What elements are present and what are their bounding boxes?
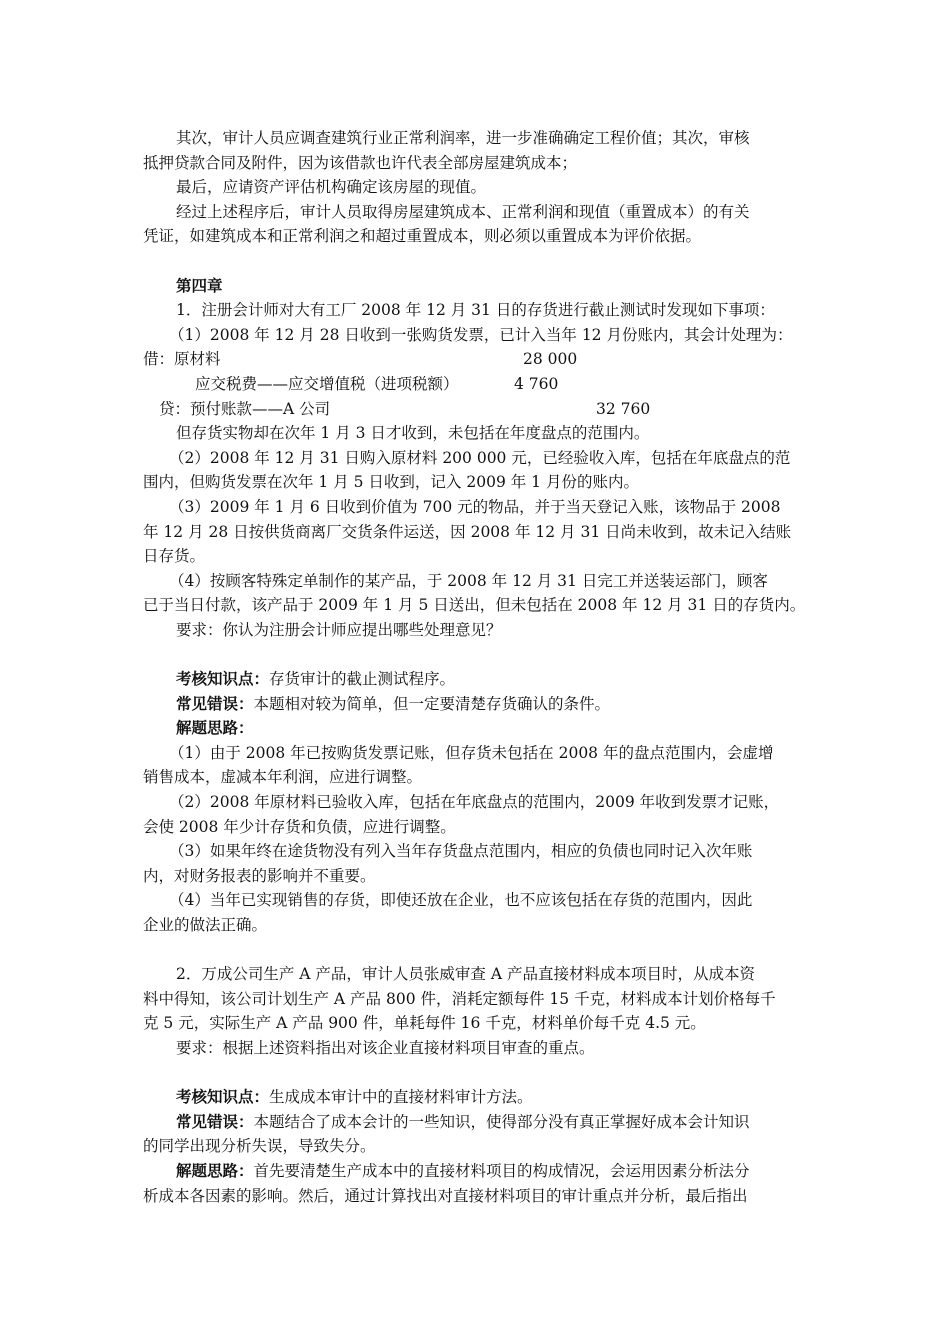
question-requirement: 要求：根据上述资料指出对该企业直接材料项目审查的重点。 (176, 1038, 595, 1057)
question-item: （3）2009 年 1 月 6 日收到价值为 700 元的物品，并于当天登记入账，该物品于 2008 (169, 497, 781, 516)
journal-tax-line (143, 372, 815, 397)
common-error-line (143, 1110, 815, 1135)
tax-label: 应交税费——应交增值税（进项税额） (195, 374, 459, 393)
paragraph-line: 内，对财务报表的影响并不重要。 (143, 866, 376, 885)
spacer (143, 249, 815, 274)
paragraph-line: 但存货实物却在次年 1 月 3 日才收到，未包括在年度盘点的范围内。 (176, 424, 650, 443)
knowledge-point-text: 存货审计的截止测试程序。 (269, 670, 456, 689)
solution-line (143, 1159, 815, 1184)
knowledge-point-line (143, 667, 815, 692)
journal-credit-line (143, 397, 815, 422)
question-item: （4）按顾客特殊定单制作的某产品，于 2008 年 12 月 31 日完工并送装运部门，顾客 (169, 571, 768, 590)
solution-item: （3）如果年终在途货物没有列入当年存货盘点范围内，相应的负债也同时记入次年账 (169, 842, 753, 861)
tax-amount: 4 760 (514, 374, 559, 393)
journal-debit-line (143, 347, 815, 372)
solution-item: （4）当年已实现销售的存货，即使还放在企业，也不应该包括在存货的范围内，因此 (169, 891, 753, 910)
common-error-text: 本题结合了成本会计的一些知识，使得部分没有真正掌握好成本会计知识 (253, 1112, 750, 1131)
spacer (143, 642, 815, 667)
paragraph-line: 年 12 月 28 日按供货商离厂交货条件运送，因 2008 年 12 月 31 日尚未收到，故未记入结账 (143, 522, 792, 541)
common-error-label: 常见错误： (176, 693, 254, 713)
solution-item: （2）2008 年原材料已验收入库，包括在年底盘点的范围内，2009 年收到发票才记账， (169, 793, 780, 812)
chapter-heading: 第四章 (176, 275, 223, 295)
solution-item: （1）由于 2008 年已按购货发票记账，但存货未包括在 2008 年的盘点范围内，会虚增 (169, 743, 774, 762)
knowledge-point-line (143, 1085, 815, 1110)
credit-label: 贷：预付账款——A 公司 (159, 399, 331, 418)
question-stem: 1．注册会计师对大有工厂 2008 年 12 月 31 日的存货进行截止测试时发现如下事项： (176, 301, 775, 320)
paragraph-line: 最后，应请资产评估机构确定该房屋的现值。 (176, 178, 487, 197)
paragraph-line: 其次，审计人员应调查建筑行业正常利润率，进一步准确确定工程价值；其次，审核 (176, 129, 750, 147)
debit-label: 借：原材料 (143, 350, 221, 369)
paragraph-line: 抵押贷款合同及附件，因为该借款也许代表全部房屋建筑成本； (143, 153, 578, 172)
solution-label: 解题思路： (176, 718, 254, 738)
question-stem: 2．万成公司生产 A 产品，审计人员张威审查 A 产品直接材料成本项目时，从成本资 (176, 965, 755, 984)
question-requirement: 要求：你认为注册会计师应提出哪些处理意见？ (176, 620, 502, 639)
common-error-label: 常见错误： (176, 1111, 254, 1131)
paragraph-line: 凭证，如建筑成本和正常利润之和超过重置成本，则必须以重置成本为评价依据。 (143, 227, 702, 246)
knowledge-point-text: 生成成本审计中的直接材料审计方法。 (269, 1088, 533, 1107)
debit-amount: 28 000 (523, 350, 578, 369)
common-error-line (143, 692, 815, 717)
credit-amount: 32 760 (596, 399, 651, 418)
paragraph-line: 已于当日付款，该产品于 2009 年 1 月 5 日送出，但未包括在 2008 年 12 月 31 日的存货内。 (143, 596, 806, 615)
solution-label: 解题思路： (176, 1160, 254, 1180)
knowledge-point-label: 考核知识点： (176, 1087, 270, 1107)
solution-text: 首先要清楚生产成本中的直接材料项目的构成情况，会运用因素分析法分 (253, 1161, 750, 1180)
spacer (143, 938, 815, 963)
common-error-text: 本题相对较为简单，但一定要清楚存货确认的条件。 (253, 694, 611, 713)
solution-heading (143, 716, 815, 741)
document-body (143, 126, 815, 1208)
paragraph-line: 经过上述程序后，审计人员取得房屋建筑成本、正常利润和现值（重置成本）的有关 (176, 202, 750, 221)
question-item: （1）2008 年 12 月 28 日收到一张购货发票，已计入当年 12 月份账内，其会计处理为： (169, 325, 793, 344)
paragraph-line: 围内，但购货发票在次年 1 月 5 日收到，记入 2009 年 1 月份的账内。 (143, 473, 639, 492)
question-item: （2）2008 年 12 月 31 日购入原材料 200 000 元，已经验收入库，包括在年底盘点的范 (169, 448, 791, 467)
paragraph-line: 日存货。 (143, 547, 206, 566)
paragraph-line: 料中得知，该公司计划生产 A 产品 800 件，消耗定额每件 15 千克，材料成本计划价格每千 (143, 989, 776, 1008)
paragraph-line: 析成本各因素的影响。然后，通过计算找出对直接材料项目的审计重点并分析，最后指出 (143, 1186, 748, 1205)
spacer (143, 1061, 815, 1086)
paragraph-line: 会使 2008 年少计存货和负债，应进行调整。 (143, 817, 456, 836)
knowledge-point-label: 考核知识点： (176, 669, 270, 689)
paragraph-line: 克 5 元，实际生产 A 产品 900 件，单耗每件 16 千克，材料单价每千克 4.5 元。 (143, 1014, 706, 1033)
paragraph-line: 销售成本，虚减本年利润，应进行调整。 (143, 768, 423, 787)
paragraph-line: 的同学出现分析失误，导致失分。 (143, 1137, 376, 1156)
paragraph-line: 企业的做法正确。 (143, 916, 268, 934)
